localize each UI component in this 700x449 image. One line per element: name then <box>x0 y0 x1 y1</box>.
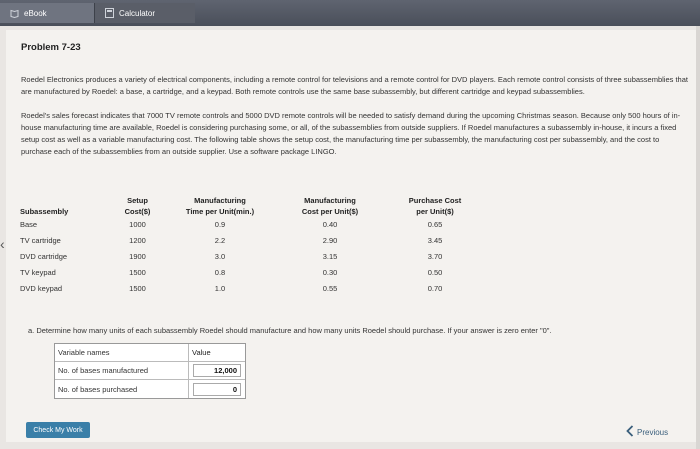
cell-mcost: 0.55 <box>322 284 338 293</box>
answer-row <box>55 380 245 398</box>
calculator-icon <box>105 8 114 18</box>
header-purchase-cost: Purchase Cost per Unit($) <box>408 196 462 216</box>
header-manufacturing-cost: Manufacturing Cost per Unit($) <box>301 196 359 216</box>
scroll-edge <box>696 26 700 449</box>
table-row <box>20 217 485 233</box>
bases-purchased-input[interactable] <box>193 383 241 396</box>
table-row <box>20 249 485 265</box>
cell-time: 2.2 <box>214 236 226 245</box>
cell-name: DVD keypad <box>20 284 63 293</box>
previous-button[interactable] <box>626 425 668 439</box>
prev-page-arrow-icon[interactable]: ‹ <box>0 236 5 252</box>
tab-ebook-label: eBook <box>24 8 47 18</box>
answer-header-value: Value <box>192 348 211 357</box>
answer-table <box>54 343 246 399</box>
tab-ebook[interactable] <box>0 3 95 23</box>
answer-header-row <box>55 344 245 362</box>
cell-setup: 1000 <box>129 220 146 229</box>
cell-name: DVD cartridge <box>20 252 68 261</box>
cell-mcost: 0.40 <box>322 220 338 229</box>
problem-paragraph-2: Roedel's sales forecast indicates that 7000 TV remote controls and 5000 DVD remote controls will be needed to satisfy demand during the upcoming Christmas season. Because only 500 hours of in-house manufacturing time are available, Roedel is considering purchasing some, or all, of the subassemblies from outside suppliers. If Roedel manufactures a subassembly in-house, it incurs a fixed setup cost as well as a variable manufacturing cost. The following table shows the setup cost, the manufacturing time per subassembly, the manufacturing cost per subassembly, and the cost to purchase each of the subassemblies from an outside supplier. Use a software package LINGO. <box>21 111 681 156</box>
cell-name: Base <box>20 220 38 229</box>
cell-setup: 1200 <box>129 236 146 245</box>
cell-mcost: 2.90 <box>322 236 338 245</box>
table-row <box>20 265 485 281</box>
answer-row-label: No. of bases purchased <box>55 380 189 398</box>
cell-setup: 1500 <box>129 284 146 293</box>
cell-name: TV keypad <box>20 268 56 277</box>
page-title: Problem 7-23 <box>21 42 81 53</box>
cell-time: 0.9 <box>214 220 226 229</box>
cell-setup: 1900 <box>129 252 146 261</box>
cell-time: 1.0 <box>214 284 226 293</box>
bases-manufactured-input[interactable] <box>193 364 241 377</box>
cell-mcost: 0.30 <box>322 268 338 277</box>
cell-pcost: 0.65 <box>427 220 443 229</box>
answer-header-name: Variable names <box>55 344 189 361</box>
cell-name: TV cartridge <box>20 236 61 245</box>
ebook-icon <box>10 9 19 18</box>
cell-pcost: 0.70 <box>427 284 443 293</box>
tab-calculator-label: Calculator <box>119 8 156 18</box>
previous-label: Previous <box>637 427 669 437</box>
cell-pcost: 0.50 <box>427 268 443 277</box>
header-manufacturing-time: Manufacturing Time per Unit(min.) <box>185 196 255 216</box>
header-subassembly: Subassembly <box>20 207 69 216</box>
cell-setup: 1500 <box>129 268 146 277</box>
table-header-row <box>20 195 485 217</box>
subassembly-table <box>20 195 485 297</box>
chevron-left-icon <box>626 425 634 439</box>
check-my-work-button[interactable]: Check My Work <box>26 422 90 438</box>
top-toolbar <box>0 0 700 26</box>
question-a: a. Determine how many units of each subassembly Roedel should manufacture and how many units Roedel should purchase. If your answer is zero enter "0". <box>28 326 552 335</box>
table-row <box>20 233 485 249</box>
table-row <box>20 281 485 297</box>
cell-time: 3.0 <box>214 252 226 261</box>
cell-pcost: 3.45 <box>427 236 443 245</box>
cell-pcost: 3.70 <box>427 252 443 261</box>
problem-page <box>6 30 696 442</box>
problem-paragraph-1: Roedel Electronics produces a variety of electrical components, including a remote control for televisions and a remote control for DVD players. Each remote control consists of three subassemblies that are manufactured by Roedel: a base, a cartridge, and a keypad. Both remote controls use the same base subassembly, but different cartridge and keypad subassemblies. <box>21 75 688 96</box>
cell-time: 0.8 <box>214 268 226 277</box>
answer-row <box>55 362 245 380</box>
header-setup-cost: Setup Cost($) <box>124 196 151 216</box>
tab-calculator[interactable] <box>95 3 195 23</box>
cell-mcost: 3.15 <box>322 252 338 261</box>
answer-row-label: No. of bases manufactured <box>55 362 189 379</box>
